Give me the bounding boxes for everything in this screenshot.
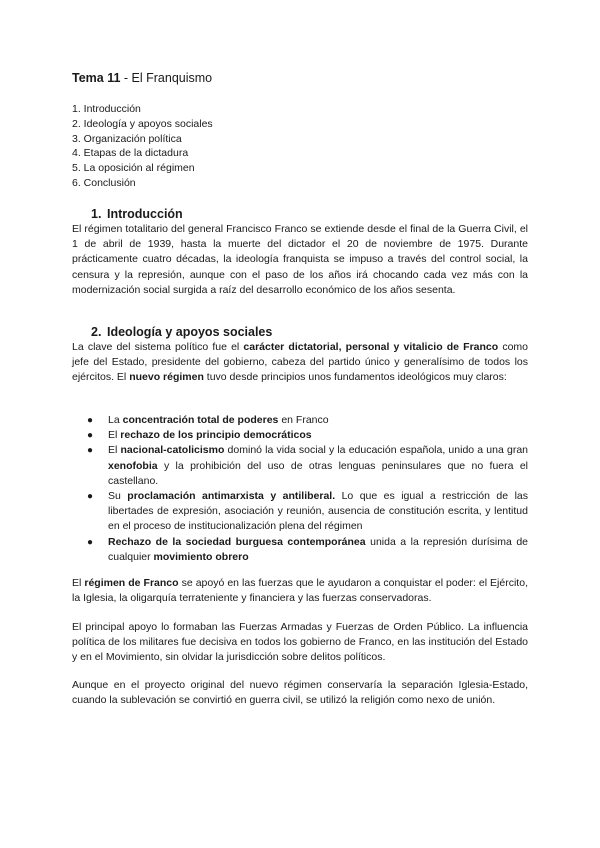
text-run-bold: carácter dictatorial, personal y vitalicio de Franco xyxy=(243,341,499,353)
text-run-bold: concentración total de poderes xyxy=(122,414,279,426)
bullet-icon: ● xyxy=(87,536,94,548)
text-run: Su xyxy=(108,490,128,503)
text-run: El xyxy=(72,577,85,589)
section-2-paragraph-church: Aunque en el proyecto original del nuevo régimen conservaría la separación Iglesia-Estado, cuando la sublevación se convirtió en guerra civil, se utilizó la religión como nexo de unión. xyxy=(72,679,528,707)
text-run-bold: xenofobia xyxy=(108,459,158,472)
section-1-title: Introducción xyxy=(107,207,183,221)
list-item xyxy=(87,535,528,565)
list-item xyxy=(87,413,528,428)
list-item xyxy=(87,428,528,443)
bullet-icon: ● xyxy=(87,415,94,426)
section-1-paragraph: El régimen totalitario del general Francisco Franco se extiende desde el final de la Guerra Civil, el 1 de abril de 1939, hasta la muerte del dictador el 20 de noviembre de 1975. Durante prácticamente cuatro décadas, la ideología franquista se impuso a través del control social, la censura y la represión, aunque con el paso de los años irá chocando cada vez más con la modernización social surgida a raíz del desarrollo económico de los años sesenta. xyxy=(72,223,528,296)
section-1-number: 1. xyxy=(91,207,102,221)
ideology-bullet-list xyxy=(87,413,528,565)
title-topic-name: - El Franquismo xyxy=(120,71,213,85)
list-item xyxy=(87,489,528,535)
toc-item: 1. Introducción xyxy=(72,103,141,115)
section-2-paragraph-support xyxy=(72,576,528,606)
text-run-bold: Rechazo de la sociedad burguesa contemporánea xyxy=(108,535,366,548)
section-2-number: 2. xyxy=(91,325,102,339)
section-1-heading xyxy=(91,207,183,222)
table-of-contents xyxy=(72,102,213,191)
text-run-bold: proclamación antimarxista y antiliberal. xyxy=(127,490,336,503)
title-topic-number: Tema 11 xyxy=(72,71,121,85)
text-run: unida a la represión durísima de cualquier xyxy=(108,535,528,563)
text-run: La xyxy=(108,414,123,426)
text-run-bold: régimen de Franco xyxy=(84,577,179,589)
text-run: en Franco xyxy=(278,414,329,426)
section-2-intro xyxy=(72,340,528,386)
text-run: El xyxy=(108,429,121,442)
text-run: El xyxy=(108,444,121,457)
text-run-bold: nacional-catolicismo xyxy=(120,444,225,457)
text-run: tuvo desde principios unos fundamentos ideológicos muy claros: xyxy=(203,371,507,384)
bullet-icon: ● xyxy=(87,430,94,442)
section-2-paragraph-military: El principal apoyo lo formaban las Fuerzas Armadas y Fuerzas de Orden Público. La influencia política de los militares fue decisiva en todos los gobierno de Franco, en las institución del Estado y en el Movimiento, sin olvidar la jurisdicción sobre delitos políticos. xyxy=(72,621,528,664)
toc-item: 3. Organización política xyxy=(72,132,182,145)
toc-item: 6. Conclusión xyxy=(72,176,136,189)
document-title xyxy=(72,71,212,86)
text-run: y la prohibición del uso de otras lenguas peninsulares que no fuera el castellano. xyxy=(108,459,528,487)
bullet-icon: ● xyxy=(87,491,94,503)
toc-item: 4. Etapas de la dictadura xyxy=(72,147,189,160)
toc-item: 2. Ideología y apoyos sociales xyxy=(72,117,213,130)
text-run-bold: movimiento obrero xyxy=(153,550,249,563)
text-run: como jefe del Estado, presidente del gobierno, cabeza del partido único y generalísimo de todos los ejércitos. El xyxy=(72,341,529,384)
text-run: dominó la vida social y la educación española, unido a una gran xyxy=(224,444,528,457)
text-run-bold: nuevo régimen xyxy=(129,371,204,384)
text-run: La clave del sistema político fue el xyxy=(72,341,244,353)
text-run: se apoyó en las fuerzas que le ayudaron a conquistar el poder: el Ejército, la Iglesia, la oligarquía terrateniente y financiera y las fuerzas conservadoras. xyxy=(72,577,528,605)
text-run: Lo que es igual a restricción de las libertades de expresión, asociación y reunión, ausencia de constitución escrita, y lentitud en el proceso de institucionalización plena del régimen xyxy=(108,490,528,533)
bullet-icon: ● xyxy=(87,445,94,457)
toc-item: 5. La oposición al régimen xyxy=(72,162,195,175)
section-2-title: Ideología y apoyos sociales xyxy=(107,325,273,339)
list-item xyxy=(87,443,528,489)
text-run-bold: rechazo de los principio democráticos xyxy=(120,429,312,442)
section-2-heading xyxy=(91,325,272,340)
